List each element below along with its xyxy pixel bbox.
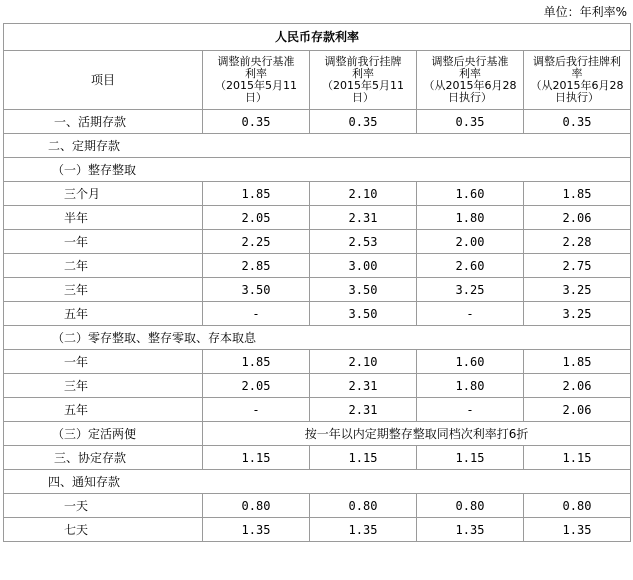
rate-cell: 3.25	[417, 278, 524, 302]
header-col2	[310, 51, 417, 110]
table-row-call-deposit	[4, 470, 631, 494]
rate-cell: 3.25	[524, 278, 631, 302]
unit-label: 单位：年利率%	[543, 5, 627, 19]
row-label: 三个月	[4, 182, 203, 206]
rate-cell: 1.60	[417, 350, 524, 374]
rate-cell: 0.35	[310, 110, 417, 134]
rate-cell: 0.80	[203, 494, 310, 518]
rate-cell: 0.35	[417, 110, 524, 134]
row-label: 一、活期存款	[4, 110, 203, 134]
rate-cell: 2.75	[524, 254, 631, 278]
rate-cell: 0.80	[524, 494, 631, 518]
rate-cell: 0.35	[203, 110, 310, 134]
rate-cell: 2.05	[203, 374, 310, 398]
subsection-label: （二）零存整取、整存零取、存本取息	[4, 326, 631, 350]
rate-cell: 1.80	[417, 374, 524, 398]
rate-cell: 2.85	[203, 254, 310, 278]
table-row	[4, 278, 631, 302]
table-row-installment	[4, 326, 631, 350]
rate-cell: 2.00	[417, 230, 524, 254]
rate-cell: 2.06	[524, 398, 631, 422]
rate-cell: 1.35	[310, 518, 417, 542]
rate-cell: 1.80	[417, 206, 524, 230]
rate-cell: -	[417, 302, 524, 326]
header-col1-line2: 利率	[245, 67, 267, 80]
rate-cell: -	[203, 302, 310, 326]
table-row-time-deposit	[4, 134, 631, 158]
table-row	[4, 518, 631, 542]
rate-cell: 1.15	[524, 446, 631, 470]
table-row	[4, 302, 631, 326]
header-col3-line4: 日执行）	[448, 91, 492, 104]
header-col3-line2: 利率	[459, 67, 481, 80]
header-col4-line1: 调整后我行挂牌利	[533, 55, 621, 68]
section-label: 二、定期存款	[4, 134, 631, 158]
table-row-negotiated	[4, 446, 631, 470]
header-col4-line4: 日执行）	[555, 91, 599, 104]
row-label: 一年	[4, 230, 203, 254]
header-col1	[203, 51, 310, 110]
table-row-demand	[4, 110, 631, 134]
table-header-row	[4, 51, 631, 110]
rate-cell: 2.60	[417, 254, 524, 278]
table-title-row	[4, 24, 631, 51]
row-label: 一天	[4, 494, 203, 518]
rate-cell: 1.60	[417, 182, 524, 206]
rate-cell: 0.80	[310, 494, 417, 518]
rate-cell: -	[417, 398, 524, 422]
header-col3-line3: （从2015年6月28	[423, 79, 517, 92]
header-item: 项目	[4, 51, 203, 110]
rate-cell: 2.06	[524, 206, 631, 230]
rate-cell: 0.80	[417, 494, 524, 518]
rate-cell: 2.53	[310, 230, 417, 254]
rate-cell: 2.06	[524, 374, 631, 398]
section-label: 四、通知存款	[4, 470, 631, 494]
row-label: 五年	[4, 302, 203, 326]
header-col2-line3: （2015年5月11	[322, 79, 404, 92]
rate-cell: 2.31	[310, 206, 417, 230]
row-label: 二年	[4, 254, 203, 278]
row-label: 七天	[4, 518, 203, 542]
merged-note-cell: 按一年以内定期整存整取同档次利率打6折	[203, 422, 631, 446]
header-col2-line2: 利率	[352, 67, 374, 80]
rate-cell: 3.00	[310, 254, 417, 278]
row-label: 半年	[4, 206, 203, 230]
header-col1-line1: 调整前央行基准	[217, 55, 295, 68]
header-col3-line1: 调整后央行基准	[431, 55, 509, 68]
table-row-flexible	[4, 422, 631, 446]
table-row	[4, 398, 631, 422]
header-col4-line2: 率	[571, 67, 583, 80]
header-col4-line3: （从2015年6月28	[530, 79, 624, 92]
rate-cell: 3.50	[310, 302, 417, 326]
rate-cell: 1.85	[524, 350, 631, 374]
rate-cell: 1.15	[310, 446, 417, 470]
row-label: 五年	[4, 398, 203, 422]
rate-cell: 2.31	[310, 374, 417, 398]
header-col1-line4: 日）	[245, 91, 267, 104]
row-label: 三、协定存款	[4, 446, 203, 470]
header-col1-line3: （2015年5月11	[215, 79, 297, 92]
rate-cell: 1.35	[203, 518, 310, 542]
header-col2-line4: 日）	[352, 91, 374, 104]
table-row	[4, 374, 631, 398]
table-row	[4, 182, 631, 206]
rate-cell: 2.10	[310, 350, 417, 374]
rate-cell: 2.31	[310, 398, 417, 422]
rate-cell: -	[203, 398, 310, 422]
table-row	[4, 350, 631, 374]
rate-cell: 2.25	[203, 230, 310, 254]
row-label: 一年	[4, 350, 203, 374]
row-label: （三）定活两便	[4, 422, 203, 446]
table-title: 人民币存款利率	[4, 24, 631, 51]
rate-cell: 1.35	[417, 518, 524, 542]
table-row	[4, 206, 631, 230]
table-row	[4, 494, 631, 518]
subsection-label: （一）整存整取	[4, 158, 631, 182]
rate-cell: 3.50	[310, 278, 417, 302]
header-col3	[417, 51, 524, 110]
header-col2-line1: 调整前我行挂牌	[324, 55, 402, 68]
table-row-lump-sum	[4, 158, 631, 182]
row-label: 三年	[4, 374, 203, 398]
header-col4	[524, 51, 631, 110]
rate-cell: 3.25	[524, 302, 631, 326]
rate-cell: 1.15	[203, 446, 310, 470]
rate-cell: 1.15	[417, 446, 524, 470]
rate-cell: 2.05	[203, 206, 310, 230]
rate-cell: 1.85	[524, 182, 631, 206]
table-row	[4, 230, 631, 254]
rate-cell: 2.10	[310, 182, 417, 206]
deposit-rate-table	[3, 23, 631, 542]
rate-cell: 2.28	[524, 230, 631, 254]
table-row	[4, 254, 631, 278]
rate-cell: 1.85	[203, 182, 310, 206]
rate-cell: 3.50	[203, 278, 310, 302]
rate-cell: 1.85	[203, 350, 310, 374]
rate-cell: 0.35	[524, 110, 631, 134]
rate-cell: 1.35	[524, 518, 631, 542]
row-label: 三年	[4, 278, 203, 302]
